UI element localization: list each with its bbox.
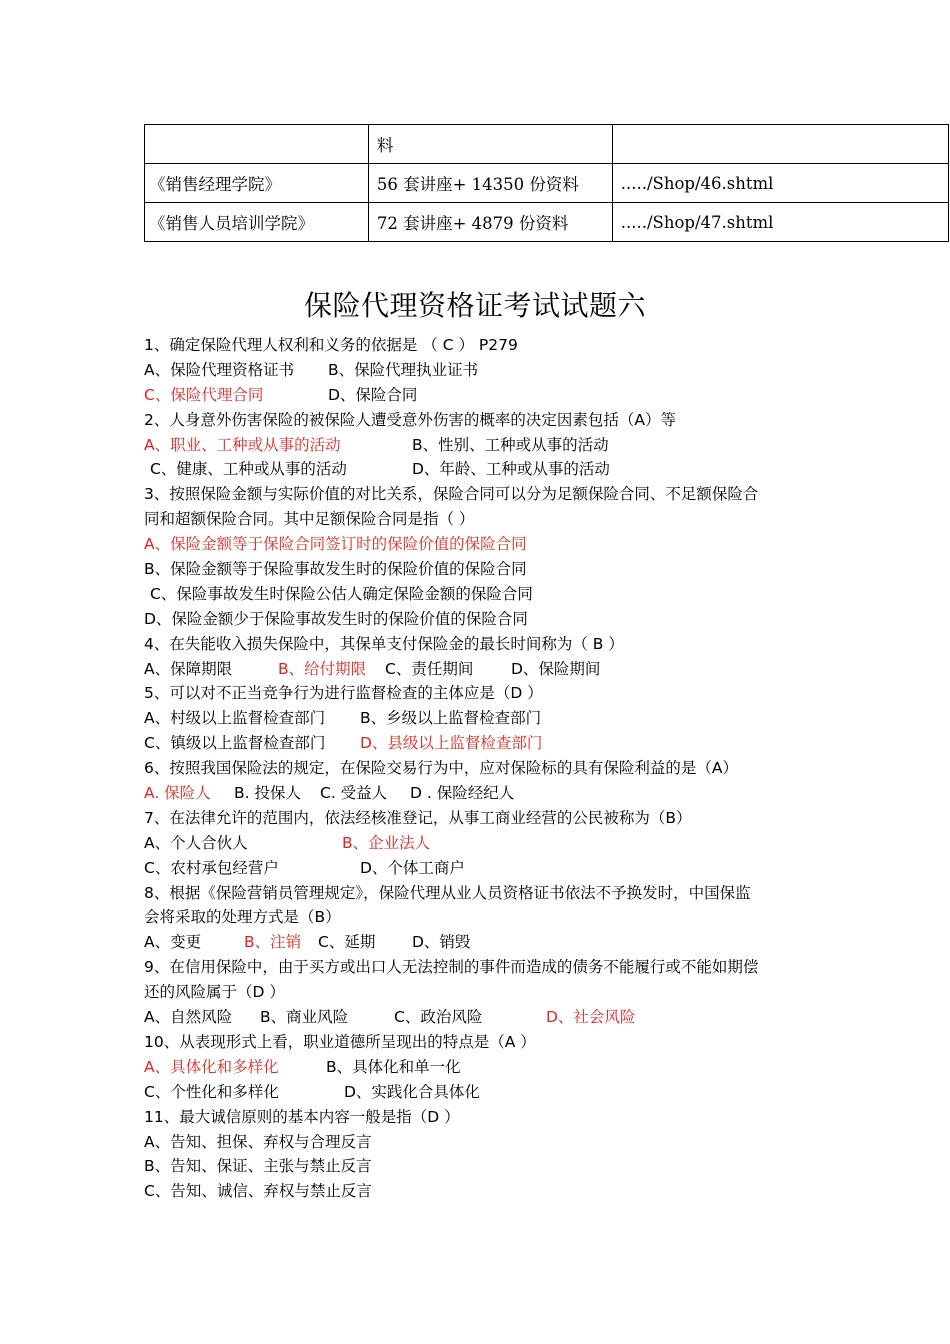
question-text: 9、在信用保险中，由于买方或出口人无法控制的事件而造成的债务不能履行或不能如期偿 (144, 958, 759, 977)
option: B. 投保人 (234, 784, 301, 803)
option-row (144, 856, 824, 881)
correct-option: B、企业法人 (342, 833, 431, 852)
table-link-cell[interactable]: ...../Shop/46.shtml (612, 164, 948, 203)
option: D . 保险经纪人 (410, 784, 515, 803)
correct-option: C、保险代理合同 (144, 385, 264, 404)
option: C、镇级以上监督检查部门 (144, 734, 326, 753)
option-row (144, 457, 824, 482)
correct-option: A、具体化和多样化 (144, 1057, 279, 1076)
option: B、保险代理执业证书 (328, 360, 479, 379)
option-row (144, 1080, 824, 1105)
correct-option: A、保险金额等于保险合同签订时的保险价值的保险合同 (144, 535, 527, 554)
question-text: 8、根据《保险营销员管理规定》，保险代理从业人员资格证书依法不予换发时，中国保监 (144, 883, 751, 902)
option: D、保险合同 (328, 385, 418, 404)
option: B、告知、保证、主张与禁止反言 (144, 1157, 372, 1176)
option: C、告知、诚信、弃权与禁止反言 (144, 1182, 372, 1201)
question-text: 6、按照我国保险法的规定，在保险交易行为中，应对保险标的具有保险利益的是（A） (144, 759, 738, 778)
option: D、年龄、工种或从事的活动 (412, 460, 610, 479)
table-row (145, 203, 949, 242)
question-text: 11、最大诚信原则的基本内容一般是指（D ） (144, 1107, 460, 1126)
question-text: 2、人身意外伤害保险的被保险人遭受意外伤害的概率的决定因素包括（A）等 (144, 410, 676, 429)
correct-option: D、县级以上监督检查部门 (360, 734, 543, 753)
table-row (145, 125, 949, 164)
table-cell: 《销售经理学院》 (145, 164, 369, 203)
question-text: 5、可以对不正当竞争行为进行监督检查的主体应是（D ） (144, 684, 543, 703)
table-cell (612, 125, 948, 164)
question-text: 同和超额保险合同。其中足额保险合同是指（ ） (144, 510, 475, 529)
option: D、实践化合具体化 (344, 1082, 480, 1101)
option-row (144, 930, 824, 955)
option: D、保险期间 (511, 659, 601, 678)
question-text: 会将采取的处理方式是（B） (144, 908, 341, 927)
option: A、自然风险 (144, 1008, 233, 1027)
option-row (144, 831, 824, 856)
option: C、政治风险 (394, 1008, 483, 1027)
correct-option: B、给付期限 (278, 659, 367, 678)
option: B、乡级以上监督检查部门 (360, 709, 542, 728)
option-row (144, 1055, 824, 1080)
table-link-cell[interactable]: ...../Shop/47.shtml (612, 203, 948, 242)
option: A、保险代理资格证书 (144, 360, 295, 379)
page-title: 保险代理资格证考试试题六 (303, 289, 646, 322)
option: A、村级以上监督检查部门 (144, 709, 326, 728)
option-row (144, 731, 824, 756)
option: C、个性化和多样化 (144, 1082, 279, 1101)
option: A、告知、担保、弃权与合理反言 (144, 1132, 372, 1151)
option-row (144, 781, 824, 806)
question-text: 10、从表现形式上看，职业道德所呈现出的特点是（A ） (144, 1032, 536, 1051)
question-text: 1、确定保险代理人权利和义务的依据是 （ C ） P279 (144, 336, 518, 354)
option: C. 受益人 (320, 784, 388, 803)
table-row (145, 164, 949, 203)
resource-table (144, 124, 949, 242)
option: B、性别、工种或从事的活动 (412, 435, 609, 454)
option-row (144, 657, 824, 682)
option: B、具体化和单一化 (326, 1057, 461, 1076)
correct-option: A、职业、工种或从事的活动 (144, 435, 341, 454)
option: D、个体工商户 (360, 858, 465, 877)
correct-option: B、注销 (244, 933, 302, 952)
option: C、农村承包经营户 (144, 858, 279, 877)
table-cell (145, 125, 369, 164)
question-text: 7、在法律允许的范围内，依法经核准登记，从事工商业经营的公民被称为（B） (144, 808, 692, 827)
option: B、商业风险 (260, 1008, 349, 1027)
correct-option: D、社会风险 (546, 1008, 636, 1027)
option: C、延期 (318, 933, 376, 952)
option-row (144, 383, 824, 408)
option: B、保险金额等于保险事故发生时的保险价值的保险合同 (144, 560, 527, 579)
question-text: 还的风险属于（D ） (144, 983, 285, 1002)
table-cell: 56 套讲座+ 14350 份资料 (368, 164, 612, 203)
question-text: 3、按照保险金额与实际价值的对比关系，保险合同可以分为足额保险合同、不足额保险合 (144, 485, 759, 504)
option-row (144, 1005, 824, 1030)
option: D、保险金额少于保险事故发生时的保险价值的保险合同 (144, 609, 528, 628)
option: A、保障期限 (144, 659, 233, 678)
option: C、保险事故发生时保险公估人确定保险金额的保险合同 (150, 584, 533, 603)
question-list (144, 333, 824, 1204)
question-text: 4、在失能收入损失保险中，其保单支付保险金的最长时间称为（ B ） (144, 634, 624, 653)
table-cell: 《销售人员培训学院》 (145, 203, 369, 242)
option-row (144, 433, 824, 458)
option: C、责任期间 (385, 659, 474, 678)
option-row (144, 706, 824, 731)
correct-option: A. 保险人 (144, 784, 211, 803)
option: A、个人合伙人 (144, 833, 248, 852)
table-cell: 料 (368, 125, 612, 164)
option-row (144, 358, 824, 383)
option: C、健康、工种或从事的活动 (150, 460, 347, 479)
option: D、销毁 (412, 933, 471, 952)
table-cell: 72 套讲座+ 4879 份资料 (368, 203, 612, 242)
option: A、变更 (144, 933, 202, 952)
